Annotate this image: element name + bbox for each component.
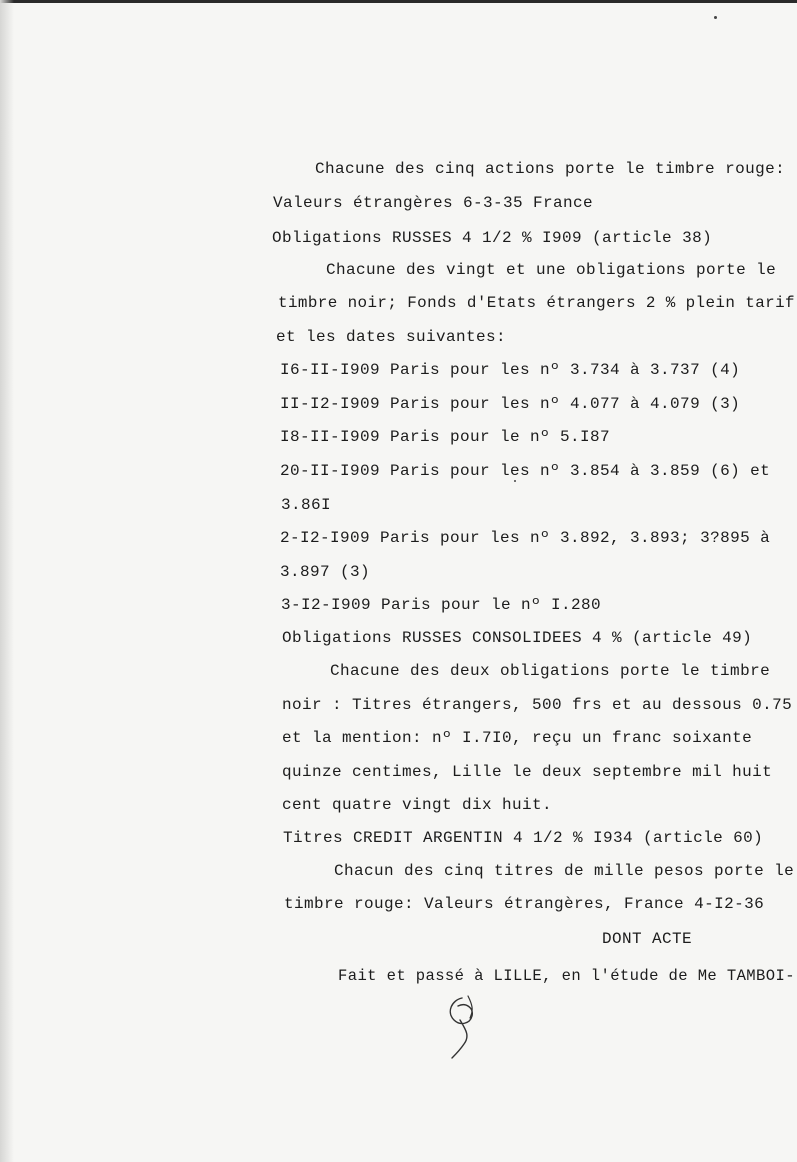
text-line-11: 3.86I (281, 496, 332, 514)
text-line-16: Chacune des deux obligations porte le timbre (330, 662, 771, 680)
text-line-21: Titres CREDIT ARGENTIN 4 1/2 % I934 (article 60) (283, 829, 764, 847)
page-top-edge (0, 0, 797, 3)
text-line-13: 3.897 (3) (280, 563, 371, 581)
text-line-19: quinze centimes, Lille le deux septembre mil huit (282, 763, 773, 781)
text-line-4: Chacune des vingt et une obligations porte le (326, 261, 777, 279)
text-line-1: Chacune des cinq actions porte le timbre rouge: (315, 160, 786, 178)
text-line-18: et la mention: nº I.7I0, reçu un franc soixante (282, 729, 753, 747)
handwritten-signature (440, 990, 490, 1060)
text-line-15: Obligations RUSSES CONSOLIDEES 4 % (article 49) (282, 629, 753, 647)
text-line-5: timbre noir; Fonds d'Etats étrangers 2 % plein tarif (278, 294, 795, 312)
text-line-10: 20-II-I909 Paris pour les nº 3.854 à 3.859 (6) et (280, 462, 771, 480)
page-left-shadow (0, 0, 14, 1162)
text-line-8: II-I2-I909 Paris pour les nº 4.077 à 4.079 (3) (280, 395, 741, 413)
text-line-20: cent quatre vingt dix huit. (282, 796, 553, 814)
text-line-25: Fait et passé à LILLE, en l'étude de Me TAMBOI- (338, 967, 795, 985)
text-line-22: Chacun des cinq titres de mille pesos porte le (334, 862, 795, 880)
text-line-9: I8-II-I909 Paris pour le nº 5.I87 (280, 428, 611, 446)
text-line-14: 3-I2-I909 Paris pour le nº I.280 (281, 596, 602, 614)
text-line-7: I6-II-I909 Paris pour les nº 3.734 à 3.737 (4) (280, 361, 741, 379)
text-line-3: Obligations RUSSES 4 1/2 % I909 (article 38) (272, 229, 713, 247)
text-line-12: 2-I2-I909 Paris pour les nº 3.892, 3.893; 3?895 à (280, 529, 771, 547)
ink-speck (714, 16, 717, 19)
text-line-23: timbre rouge: Valeurs étrangères, France 4-I2-36 (284, 895, 765, 913)
text-line-24: DONT ACTE (602, 930, 693, 948)
text-line-6: et les dates suivantes: (276, 328, 507, 346)
text-line-2: Valeurs étrangères 6-3-35 France (273, 194, 594, 212)
text-line-17: noir : Titres étrangers, 500 frs et au dessous 0.75 (282, 696, 793, 714)
